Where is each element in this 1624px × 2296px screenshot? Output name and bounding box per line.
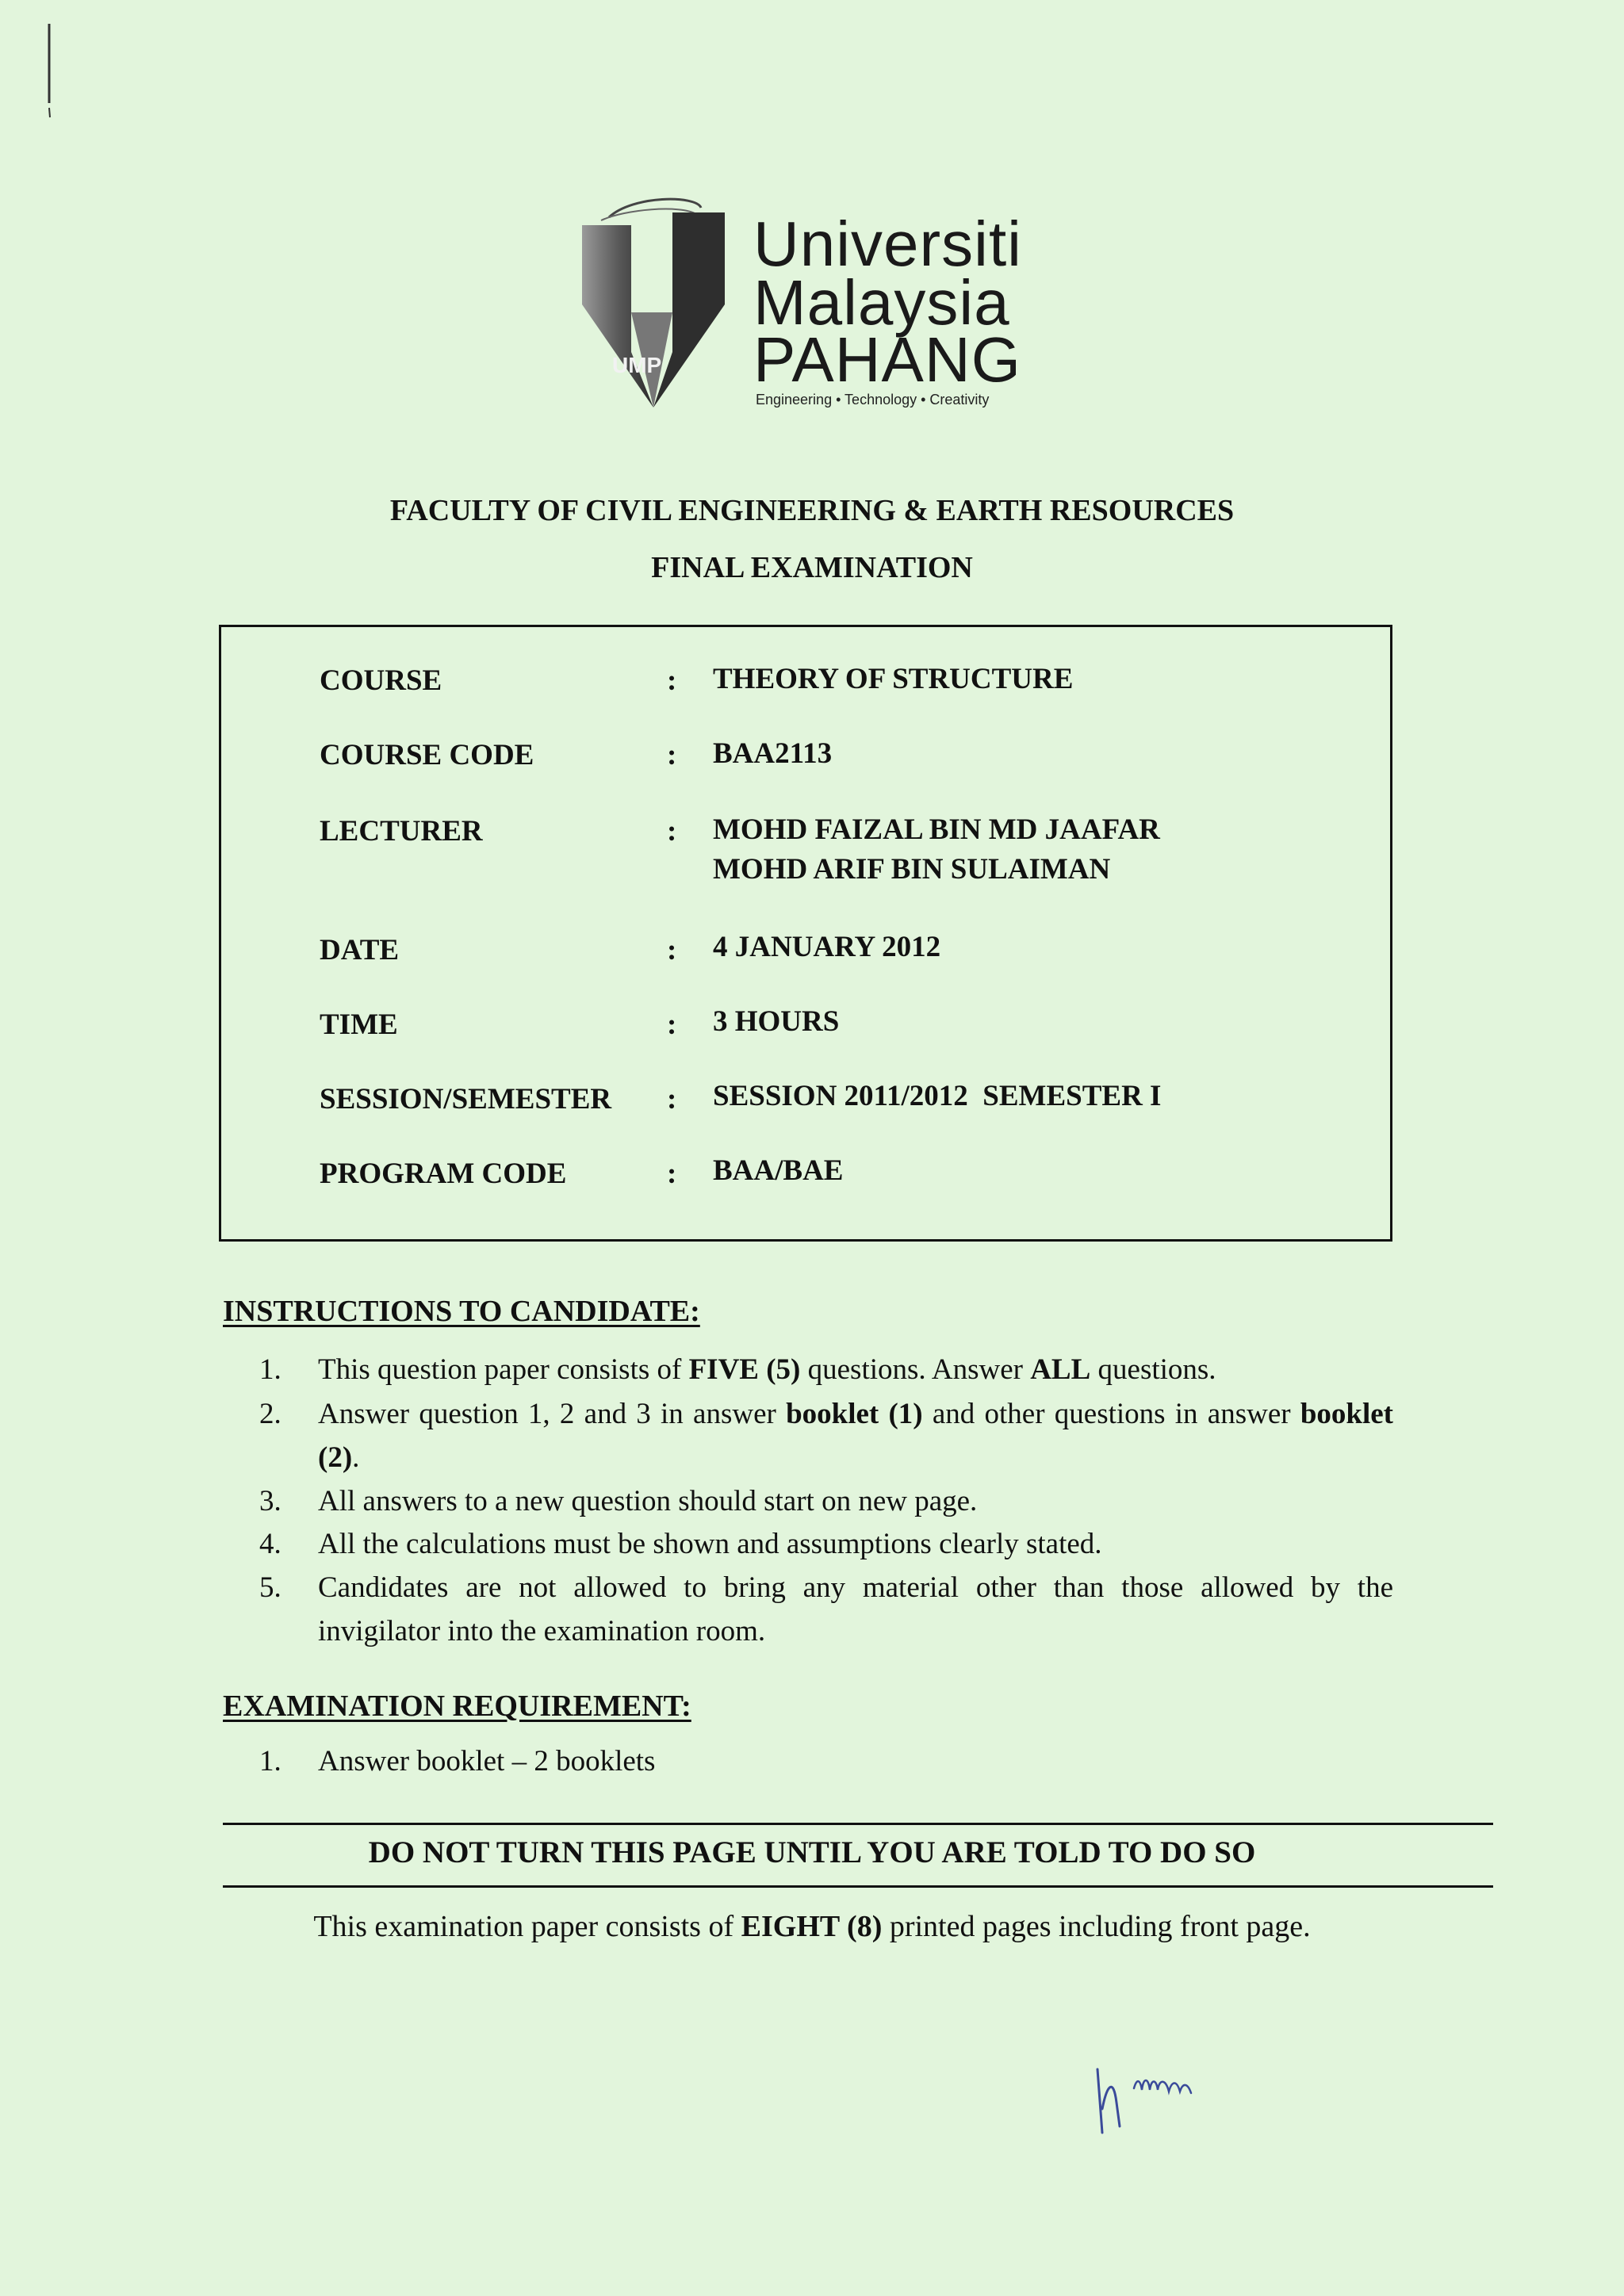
item-number: 4. (259, 1528, 282, 1560)
colon: : (667, 1083, 677, 1115)
emblem-text: UMP (612, 353, 662, 377)
logo-tagline: Engineering • Technology • Creativity (756, 392, 990, 408)
course-code-label: COURSE CODE (320, 739, 534, 771)
course-code-value: BAA2113 (713, 737, 833, 770)
lecturer-name-2: MOHD ARIF BIN SULAIMAN (713, 853, 1111, 886)
lecturer-name-1: MOHD FAIZAL BIN MD JAAFAR (713, 813, 1160, 846)
text-run: . (352, 1441, 360, 1474)
item-text (318, 1392, 1393, 1479)
exam-details-box (219, 625, 1392, 1242)
exam-heading: FINAL EXAMINATION (651, 551, 973, 584)
program-label: PROGRAM CODE (320, 1158, 567, 1190)
instructions-title: INSTRUCTIONS TO CANDIDATE: (223, 1295, 700, 1328)
text-run: questions. (1090, 1353, 1216, 1386)
text-run-bold: booklet (1) (786, 1398, 923, 1430)
colon: : (667, 1008, 677, 1041)
text-run: printed pages including front page. (882, 1910, 1311, 1943)
program-value: BAA/BAE (713, 1154, 844, 1187)
colon: : (667, 815, 677, 848)
text-run-bold: EIGHT (8) (741, 1910, 883, 1943)
item-text: Answer booklet – 2 booklets (318, 1745, 656, 1777)
item-text: All the calculations must be shown and assumptions clearly stated. (318, 1528, 1102, 1560)
divider-bottom (223, 1885, 1493, 1888)
text-run: This examination paper consists of (313, 1910, 741, 1943)
item-number: 5. (259, 1571, 282, 1604)
logo-word-universiti: Universiti (753, 209, 1022, 279)
time-value: 3 HOURS (713, 1005, 840, 1038)
faculty-heading: FACULTY OF CIVIL ENGINEERING & EARTH RESOURCES (389, 494, 1235, 527)
logo-word-pahang: PAHANG (753, 324, 1021, 395)
time-label: TIME (320, 1008, 398, 1041)
colon: : (667, 739, 677, 771)
text-run: Answer question 1, 2 and 3 in answer (318, 1398, 787, 1430)
requirement-title: EXAMINATION REQUIREMENT: (223, 1689, 691, 1723)
session-value: SESSION 2011/2012 SEMESTER I (713, 1080, 1162, 1112)
divider-top (223, 1823, 1493, 1825)
item-number: 1. (259, 1353, 282, 1386)
lecturer-label: LECTURER (320, 815, 483, 848)
item-text: Candidates are not allowed to bring any material other than those allowed by the invigilator into the examination room. (318, 1571, 1393, 1647)
ump-emblem-icon (577, 193, 730, 417)
margin-mark (46, 24, 54, 119)
course-value: THEORY OF STRUCTURE (713, 663, 1074, 695)
date-label: DATE (320, 934, 400, 966)
text-run: questions. Answer (800, 1353, 1031, 1386)
colon: : (667, 934, 677, 966)
text-run: This question paper consists of (318, 1353, 689, 1386)
date-value: 4 JANUARY 2012 (713, 931, 941, 963)
colon: : (667, 664, 677, 697)
handwritten-signature (1093, 2053, 1220, 2141)
notice-text: DO NOT TURN THIS PAGE UNTIL YOU ARE TOLD TO DO SO (368, 1835, 1256, 1869)
item-text: All answers to a new question should start on new page. (318, 1485, 978, 1517)
course-label: COURSE (320, 664, 442, 697)
text-run-bold: FIVE (5) (688, 1353, 801, 1386)
item-number: 2. (259, 1398, 282, 1430)
colon: : (667, 1158, 677, 1190)
text-run: and other questions in answer (922, 1398, 1300, 1430)
item-number: 1. (259, 1745, 282, 1777)
logo-word-malaysia: Malaysia (753, 267, 1010, 338)
session-label: SESSION/SEMESTER (320, 1083, 612, 1115)
text-run-bold: ALL (1030, 1353, 1091, 1386)
item-number: 3. (259, 1485, 282, 1517)
page-count-note (0, 1909, 1624, 1944)
text-run-bold: booklet (2) (318, 1398, 1393, 1474)
item-text (318, 1348, 1393, 1391)
